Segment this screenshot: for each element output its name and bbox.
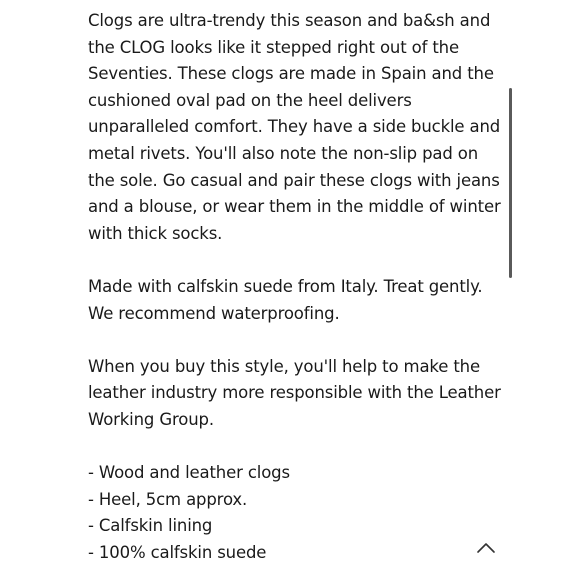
paragraph-line: leather industry more responsible with the Leather: [88, 383, 501, 403]
paragraph-line: with thick socks.: [88, 223, 223, 243]
feature-item: - Heel, 5cm approx.: [88, 489, 248, 509]
paragraph-line: the CLOG looks like it stepped right out of the: [88, 37, 459, 57]
description-paragraph-1: [88, 8, 501, 247]
paragraph-line: cushioned oval pad on the heel delivers: [88, 90, 412, 110]
paragraph-line: When you buy this style, you'll help to make the: [88, 356, 480, 376]
paragraph-line: Made with calfskin suede from Italy. Treat gently.: [88, 276, 483, 296]
paragraph-line: the sole. Go casual and pair these clogs with jeans: [88, 170, 500, 190]
paragraph-line: unparalleled comfort. They have a side buckle and: [88, 117, 501, 137]
paragraph-line: and a blouse, or wear them in the middle of winter: [88, 197, 501, 217]
description-paragraph-3: [88, 354, 501, 434]
feature-item: - Wood and leather clogs: [88, 463, 290, 483]
paragraph-line: We recommend waterproofing.: [88, 303, 340, 323]
paragraph-line: Working Group.: [88, 409, 214, 429]
feature-list: [88, 460, 488, 566]
feature-item: - 100% calfskin suede: [88, 542, 267, 562]
paragraph-line: Seventies. These clogs are made in Spain and the: [88, 64, 494, 84]
feature-item: - Calfskin lining: [88, 516, 213, 536]
scroll-to-top-button[interactable]: [474, 538, 498, 558]
scrollbar[interactable]: [509, 88, 513, 280]
paragraph-line: Clogs are ultra-trendy this season and ba&sh and: [88, 11, 491, 30]
scrollbar-thumb[interactable]: [509, 88, 512, 278]
description-paragraph-2: [88, 274, 488, 327]
product-description: [88, 8, 501, 566]
paragraph-line: metal rivets. You'll also note the non-slip pad on: [88, 143, 479, 163]
chevron-up-icon: [474, 538, 498, 558]
